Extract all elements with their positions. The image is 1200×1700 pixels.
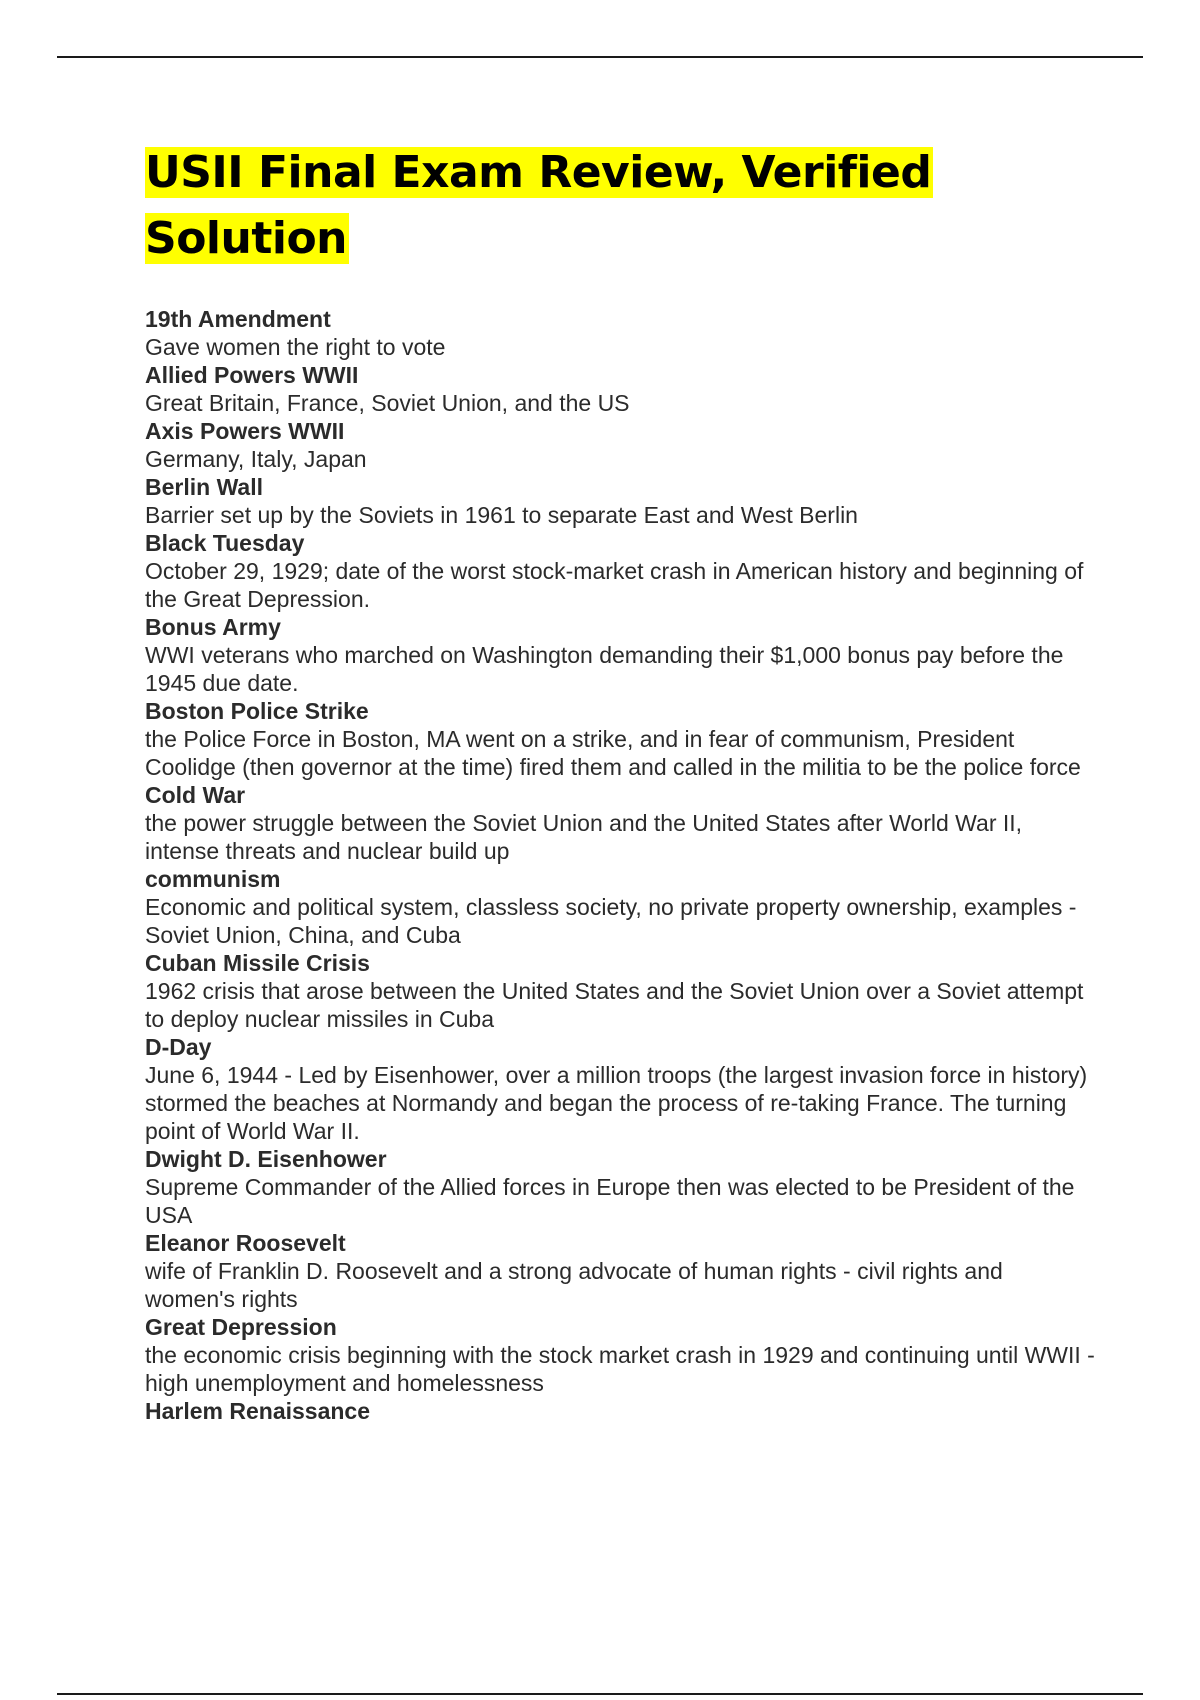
title-highlight: USII Final Exam Review, Verified Solution bbox=[145, 147, 932, 264]
document-body bbox=[145, 140, 1095, 1425]
glossary-entry bbox=[145, 417, 1095, 473]
entry-term: Dwight D. Eisenhower bbox=[145, 1146, 387, 1172]
entry-term: Great Depression bbox=[145, 1314, 337, 1340]
glossary-entry bbox=[145, 529, 1095, 613]
entry-definition: the economic crisis beginning with the stock market crash in 1929 and continuing until WWII - high unemployment and homelessness bbox=[145, 1342, 1095, 1396]
entry-definition: Supreme Commander of the Allied forces in Europe then was elected to be President of the USA bbox=[145, 1174, 1075, 1228]
glossary-entry bbox=[145, 1033, 1095, 1145]
entry-term: Harlem Renaissance bbox=[145, 1398, 371, 1424]
entry-definition: WWI veterans who marched on Washington demanding their $1,000 bonus pay before the 1945 due date. bbox=[145, 642, 1064, 696]
entry-definition: Gave women the right to vote bbox=[145, 334, 446, 360]
top-rule bbox=[57, 56, 1143, 58]
glossary-entry bbox=[145, 781, 1095, 865]
glossary-entry bbox=[145, 1145, 1095, 1229]
entry-term: 19th Amendment bbox=[145, 306, 331, 332]
glossary-entry bbox=[145, 613, 1095, 697]
glossary-entry bbox=[145, 361, 1095, 417]
entry-term: D-Day bbox=[145, 1034, 212, 1060]
glossary-entry bbox=[145, 1397, 1095, 1425]
glossary-entry bbox=[145, 697, 1095, 781]
entry-term: Axis Powers WWII bbox=[145, 418, 345, 444]
entry-definition: the power struggle between the Soviet Union and the United States after World War II, intense threats and nuclear build up bbox=[145, 810, 1023, 864]
glossary-entry bbox=[145, 1229, 1095, 1313]
entry-definition: Barrier set up by the Soviets in 1961 to separate East and West Berlin bbox=[145, 502, 858, 528]
entry-term: communism bbox=[145, 866, 281, 892]
glossary-entry bbox=[145, 305, 1095, 361]
entry-term: Black Tuesday bbox=[145, 530, 305, 556]
glossary-entry bbox=[145, 949, 1095, 1033]
entry-definition: Germany, Italy, Japan bbox=[145, 446, 367, 472]
entry-term: Berlin Wall bbox=[145, 474, 263, 500]
entry-term: Bonus Army bbox=[145, 614, 281, 640]
entry-definition: Great Britain, France, Soviet Union, and the US bbox=[145, 390, 630, 416]
glossary-entry bbox=[145, 865, 1095, 949]
entry-term: Boston Police Strike bbox=[145, 698, 369, 724]
entry-definition: June 6, 1944 - Led by Eisenhower, over a million troops (the largest invasion force in history) stormed the beaches at Normandy and began the process of re-taking France. The turning point of World War II. bbox=[145, 1062, 1088, 1144]
glossary-entry bbox=[145, 1313, 1095, 1397]
entry-term: Allied Powers WWII bbox=[145, 362, 359, 388]
bottom-rule bbox=[57, 1693, 1143, 1695]
entry-definition: wife of Franklin D. Roosevelt and a strong advocate of human rights - civil rights and women's rights bbox=[145, 1258, 1003, 1312]
entry-term: Eleanor Roosevelt bbox=[145, 1230, 346, 1256]
entry-term: Cold War bbox=[145, 782, 246, 808]
page-title bbox=[145, 140, 1095, 272]
glossary-entry bbox=[145, 473, 1095, 529]
entry-definition: the Police Force in Boston, MA went on a strike, and in fear of communism, President Coolidge (then governor at the time) fired them and called in the militia to be the police force bbox=[145, 726, 1081, 780]
entry-definition: 1962 crisis that arose between the United States and the Soviet Union over a Soviet attempt to deploy nuclear missiles in Cuba bbox=[145, 978, 1084, 1032]
entry-definition: October 29, 1929; date of the worst stock-market crash in American history and beginning of the Great Depression. bbox=[145, 558, 1084, 612]
glossary-list bbox=[145, 305, 1095, 1425]
entry-definition: Economic and political system, classless society, no private property ownership, examples - Soviet Union, China, and Cuba bbox=[145, 894, 1077, 948]
entry-term: Cuban Missile Crisis bbox=[145, 950, 370, 976]
